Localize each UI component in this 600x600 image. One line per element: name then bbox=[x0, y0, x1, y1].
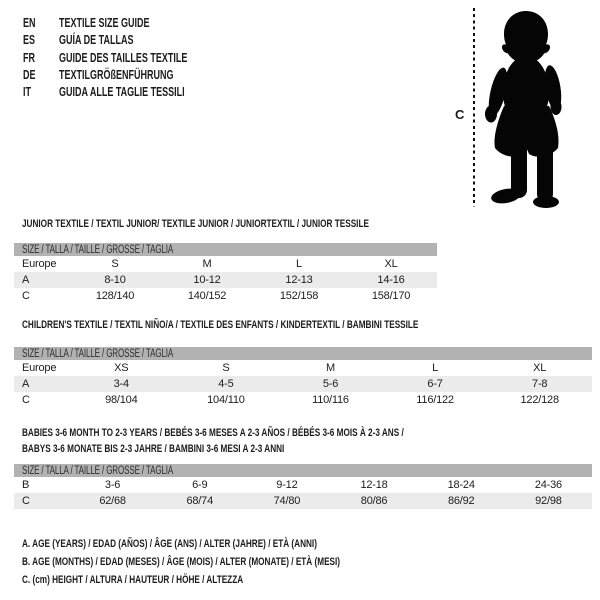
footnote-height-cm: C. (cm) HEIGHT / ALTURA / HAUTEUR / HÖHE / ALTEZZA bbox=[22, 573, 244, 586]
cell: 3-4 bbox=[69, 376, 174, 392]
footnotes bbox=[22, 536, 340, 589]
baby-silhouette-icon bbox=[480, 10, 572, 208]
cell: 8-10 bbox=[69, 272, 161, 288]
cell: M bbox=[326, 362, 335, 374]
table-row-height bbox=[14, 288, 437, 304]
cell: S bbox=[222, 362, 230, 374]
cell: 128/140 bbox=[95, 290, 135, 302]
cell: 158/170 bbox=[371, 290, 411, 302]
language-code: FR bbox=[23, 50, 36, 65]
cell: XS bbox=[114, 362, 129, 374]
cell: 6-7 bbox=[383, 376, 488, 392]
size-header-cell bbox=[14, 243, 437, 256]
cell: 10-12 bbox=[161, 272, 253, 288]
cell: 12-13 bbox=[253, 272, 345, 288]
junior-size-table bbox=[14, 243, 437, 304]
cell: 74/80 bbox=[243, 493, 330, 509]
cell: 14-16 bbox=[345, 272, 437, 288]
legend-item-fr bbox=[23, 50, 187, 67]
size-header-text: SIZE / TALLA / TAILLE / GRÖSSE / TAGLIA bbox=[22, 243, 174, 256]
size-header-cell bbox=[14, 464, 592, 477]
legend-item-de bbox=[23, 67, 187, 84]
cell: 12-18 bbox=[360, 479, 388, 491]
row-label: C bbox=[14, 493, 69, 509]
language-code: IT bbox=[23, 85, 31, 100]
legend-item-es bbox=[23, 32, 187, 49]
children-size-table bbox=[14, 347, 592, 408]
cell: XL bbox=[384, 258, 398, 270]
cell: 7-8 bbox=[487, 376, 592, 392]
cell: L bbox=[432, 362, 439, 374]
cell: XL bbox=[533, 362, 547, 374]
height-measure-label: C bbox=[455, 107, 465, 122]
babies-section-title bbox=[22, 426, 404, 457]
language-code: DE bbox=[23, 67, 36, 82]
size-header-text: SIZE / TALLA / TAILLE / GRÖSSE / TAGLIA bbox=[22, 464, 174, 477]
size-header-band bbox=[14, 243, 437, 256]
cell: 110/116 bbox=[312, 394, 349, 406]
language-code: ES bbox=[23, 33, 36, 48]
height-measure-dotted-line bbox=[473, 8, 475, 207]
cell: 80/86 bbox=[330, 493, 417, 509]
cell: 4-5 bbox=[174, 376, 279, 392]
cell: S bbox=[111, 258, 119, 270]
cell: 62/68 bbox=[69, 493, 156, 509]
row-label: Europe bbox=[22, 258, 57, 270]
guide-title-it: GUIDA ALLE TAGLIE TESSILI bbox=[59, 85, 185, 100]
footnote-age-months: B. AGE (MONTHS) / EDAD (MESES) / ÂGE (MOIS) / ALTER (MONATE) / ETÀ (MESI) bbox=[22, 555, 341, 568]
language-code: EN bbox=[23, 16, 36, 30]
children-section-title: CHILDREN'S TEXTILE / TEXTIL NIÑO/A / TEXTILE DES ENFANTS / KINDERTEXTIL / BAMBINI TESSILE bbox=[22, 319, 419, 331]
row-label: B bbox=[22, 479, 30, 491]
cell: 86/92 bbox=[418, 493, 505, 509]
cell: 68/74 bbox=[156, 493, 243, 509]
table-row-height bbox=[14, 392, 592, 408]
legend-item-en bbox=[23, 15, 187, 32]
guide-title-de: TEXTILGRÖßENFÜHRUNG bbox=[59, 67, 174, 82]
cell: 6-9 bbox=[192, 479, 208, 491]
junior-section-title: JUNIOR TEXTILE / TEXTIL JUNIOR/ TEXTILE JUNIOR / JUNIORTEXTIL / JUNIOR TESSILE bbox=[22, 218, 369, 230]
row-label: A bbox=[14, 272, 69, 288]
table-row-europe bbox=[14, 360, 592, 376]
cell: M bbox=[202, 258, 212, 270]
size-header-cell bbox=[14, 347, 592, 360]
cell: 98/104 bbox=[105, 394, 138, 406]
cell: 122/128 bbox=[520, 394, 559, 406]
legend-item-it bbox=[23, 84, 187, 101]
guide-title-fr: GUIDE DES TAILLES TEXTILE bbox=[59, 50, 188, 65]
size-header-text: SIZE / TALLA / TAILLE / GRÖSSE / TAGLIA bbox=[22, 347, 174, 360]
babies-title-line1: BABIES 3-6 MONTH TO 2-3 YEARS / BEBÉS 3-6 MESES A 2-3 AÑOS / BÉBÉS 3-6 MOIS À 2-3 ANS / bbox=[22, 427, 404, 439]
babies-size-table bbox=[14, 464, 592, 509]
cell: 5-6 bbox=[278, 376, 383, 392]
table-row-age-months bbox=[14, 477, 592, 493]
row-label: C bbox=[22, 394, 30, 406]
cell: 92/98 bbox=[505, 493, 592, 509]
cell: 140/152 bbox=[187, 290, 227, 302]
guide-title-en: TEXTILE SIZE GUIDE bbox=[59, 16, 150, 30]
table-row-europe bbox=[14, 256, 437, 272]
row-label: A bbox=[14, 376, 69, 392]
table-row-height bbox=[14, 493, 592, 509]
table-row-age bbox=[14, 376, 592, 392]
guide-title-es: GUÍA DE TALLAS bbox=[59, 33, 134, 48]
size-header-band bbox=[14, 464, 592, 477]
cell: 18-24 bbox=[447, 479, 475, 491]
row-label: C bbox=[22, 290, 30, 302]
babies-title-line2: BABYS 3-6 MONATE BIS 2-3 JAHRE / BAMBINI 3-6 MESI A 2-3 ANNI bbox=[22, 442, 285, 455]
cell: 116/122 bbox=[416, 394, 454, 406]
footnote-age-years: A. AGE (YEARS) / EDAD (AÑOS) / ÂGE (ANS) / ALTER (JAHRE) / ETÀ (ANNI) bbox=[22, 538, 317, 550]
cell: 24-36 bbox=[534, 479, 562, 491]
cell: 152/158 bbox=[279, 290, 319, 302]
language-legend bbox=[23, 15, 187, 101]
table-row-age bbox=[14, 272, 437, 288]
cell: 9-12 bbox=[276, 479, 298, 491]
cell: 104/110 bbox=[207, 394, 245, 406]
size-header-band bbox=[14, 347, 592, 360]
row-label: Europe bbox=[22, 362, 57, 374]
cell: L bbox=[296, 258, 302, 270]
cell: 3-6 bbox=[104, 479, 121, 491]
